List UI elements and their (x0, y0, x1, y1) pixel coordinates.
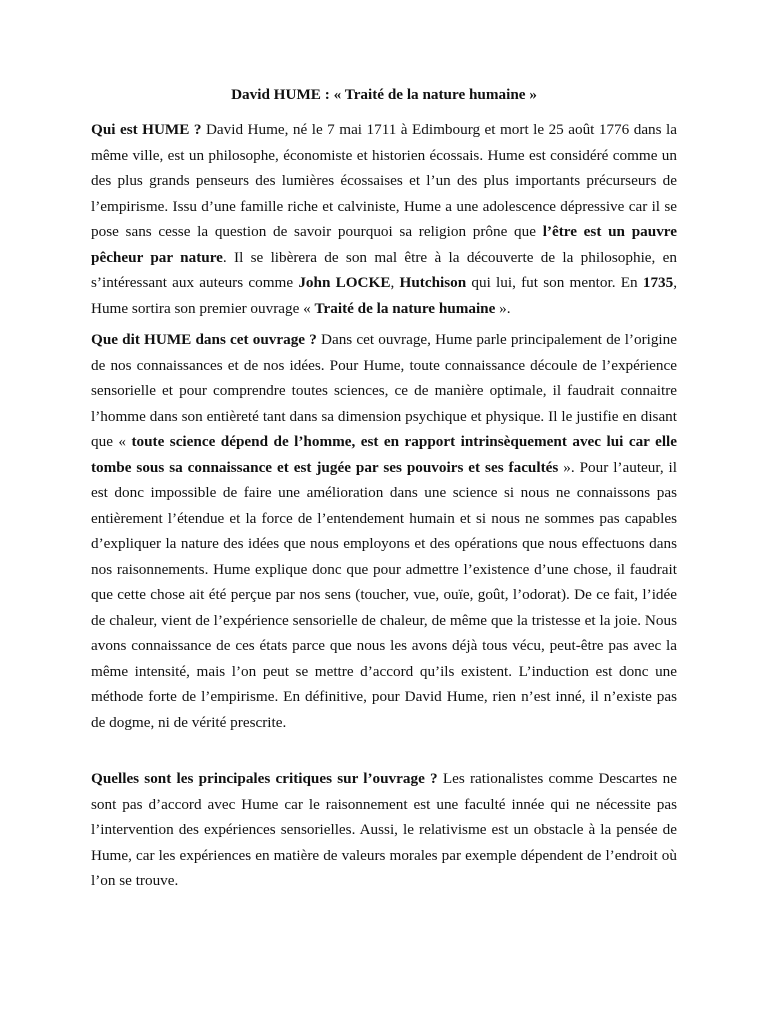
paragraph-text: David Hume, né le 7 mai 1711 à Edimbourg et mort le 25 août 1776 dans la même ville, est un philosophe, économiste et historien écossais. Hume est considéré comme un des plus grands penseurs des lumières écossaises et l’un des plus importants précurseurs de l’empirisme. Issu d’une famille riche et calviniste, Hume a une adolescence dépressive car il se pose sans cesse la question de savoir pourquoi sa religion prône que (91, 121, 678, 240)
paragraph-text: qui lui, fut son mentor. En (466, 274, 643, 291)
question-heading: Que dit HUME dans cet ouvrage ? (91, 331, 317, 348)
paragraph-text: . Il se libèrera de son mal être à la découverte de la philosophie, en s’intéressant aux auteurs comme (91, 248, 677, 291)
question-heading: Qui est HUME ? (91, 121, 202, 138)
paragraph-text: Les rationalistes comme Descartes ne sont pas d’accord avec Hume car le raisonnement est une faculté innée qui ne nécessite pas l’intervention des expériences sensorielles. Aussi, le relativisme est un obstacle à la pensée de Hume, car les expériences en matière de valeurs morales par exemple dépendent de l’endroit où l’on se trouve. (91, 770, 678, 889)
paragraph-qui-est-hume (91, 117, 677, 321)
paragraph-que-dit-hume (91, 327, 677, 735)
paragraph-text: ». Pour l’auteur, il est donc impossible de faire une amélioration dans une science si nous ne connaissons pas entièrement l’étendue et la force de l’entendement humain et si nous ne sommes pas capables d’expliquer la nature des idées que nous employons et des opérations que nous effectuons dans nos raisonnements. Hume explique donc que pour admettre l’existence d’une chose, il faudrait que cette chose ait été perçue par nos sens (toucher, vue, ouïe, goût, l’odorat). De ce fait, l’idée de chaleur, vient de l’expérience sensorielle de chaleur, de même que la tristesse et la joie. Nous avons connaissance de ces états parce que nous les avons déjà tous vécu, peut-être pas avec la même intensité, mais l’on peut se mettre d’accord qu’ils existent. L’induction est donc une méthode forte de l’empirisme. En définitive, pour David Hume, rien n’est inné, il n’existe pas de dogme, ni de vérité prescrite. (91, 458, 677, 731)
question-heading: Quelles sont les principales critiques sur l’ouvrage ? (91, 770, 438, 787)
bold-name: Hutchison (399, 274, 467, 291)
paragraph-text: , (390, 274, 400, 291)
bold-book-title: Traité de la nature humaine (314, 299, 496, 317)
paragraph-text: , Hume sortira son premier ouvrage « (91, 274, 678, 317)
bold-year: 1735 (642, 274, 674, 291)
paragraph-text: ». (495, 299, 511, 317)
paragraph-critiques (91, 766, 677, 894)
paragraph-text: Dans cet ouvrage, Hume parle principalement de l’origine de nos connaissances et de nos idées. Pour Hume, toute connaissance découle de l’expérience sensorielle et pour comprendre toutes sciences, ce de manière optimale, il faudrait connaitre l’homme dans son entièreté tant dans sa dimension psychique et physique. Il le justifie en disant que « (91, 331, 677, 450)
bold-name: John LOCKE (298, 274, 391, 291)
bold-phrase: l’être est un pauvre pêcheur par nature (91, 223, 677, 266)
document-title: David HUME : « Traité de la nature humaine » (231, 86, 537, 103)
bold-quote: toute science dépend de l’homme, est en rapport intrinsèquement avec lui car elle tombe sous sa connaissance et est jugée par ses pouvoirs et ses facultés (91, 433, 678, 476)
